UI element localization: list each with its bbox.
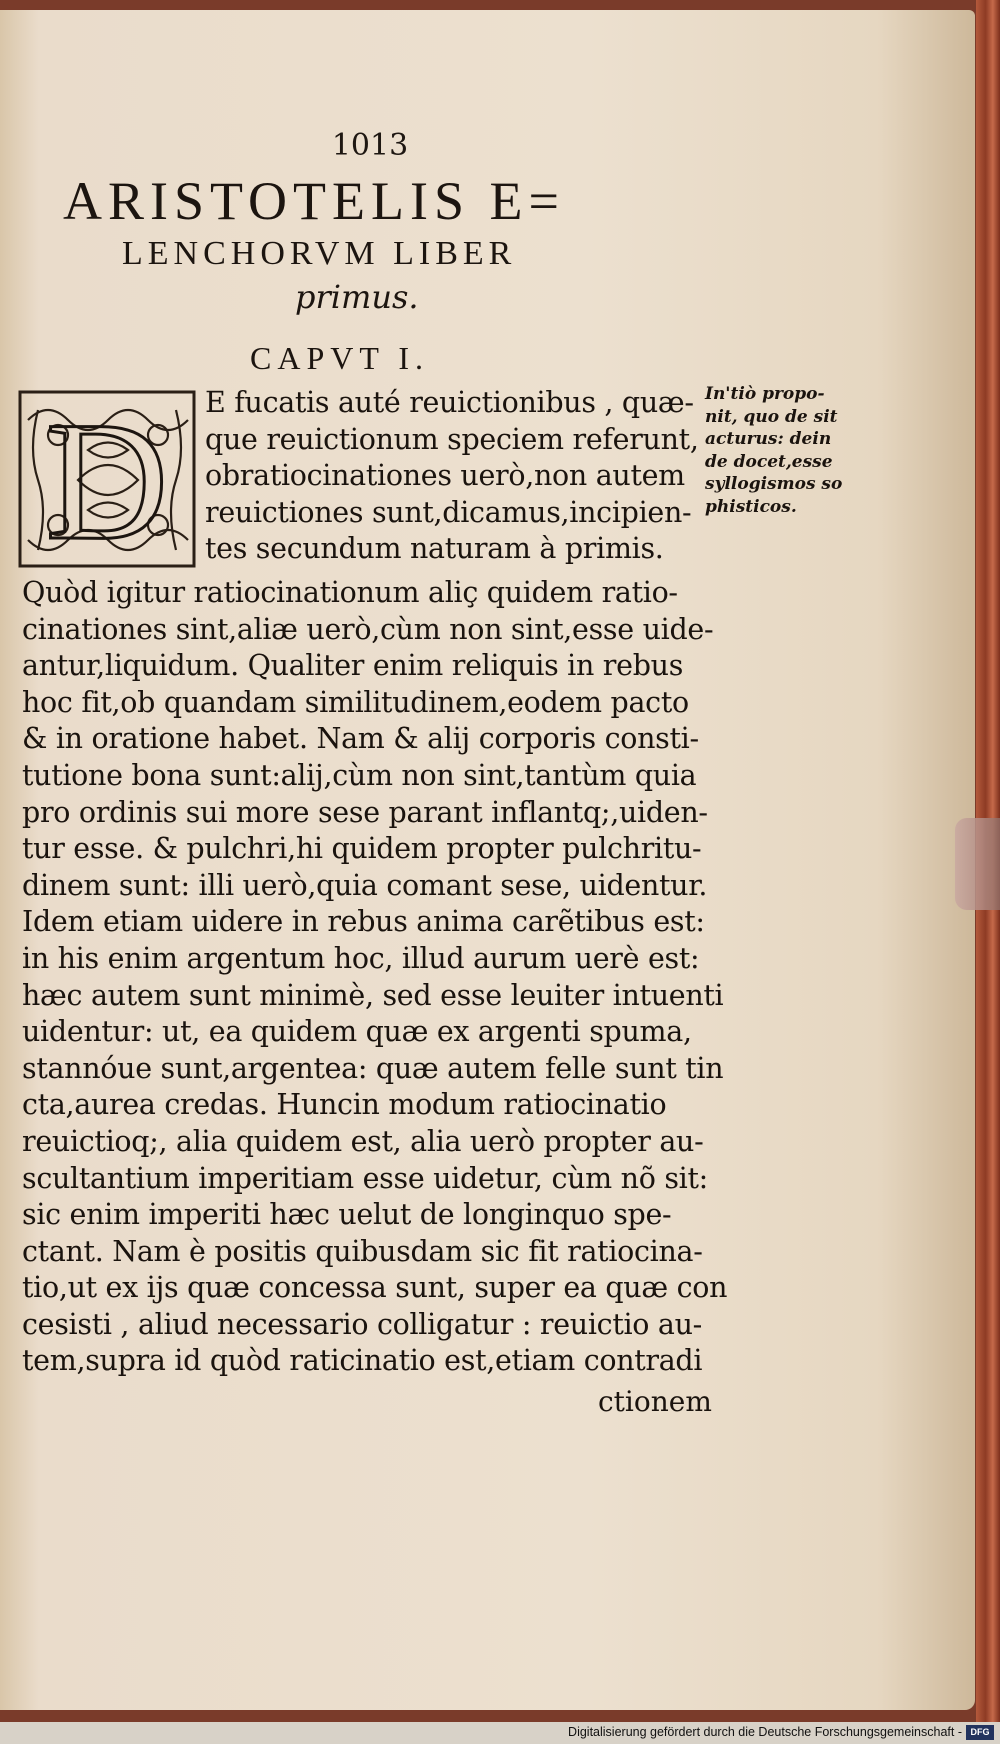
marginal-line: de docet,esse	[705, 451, 833, 472]
body-line: uidentur: ut, ea quidem quæ ex argenti spuma,	[22, 1015, 692, 1049]
body-line: stannóue sunt,argentea: quæ autem felle sunt tin	[22, 1051, 724, 1085]
initial-letter: D	[45, 390, 169, 568]
body-line: Quòd igitur ratiocinationum aliç quidem ratio-	[22, 576, 678, 609]
body-line: tutione bona sunt:alij,cùm non sint,tantùm quia	[22, 758, 697, 792]
bookmark-ribbon	[955, 818, 1000, 910]
body-line: reuictioq;, alia quidem est, alia uerò propter au-	[22, 1124, 704, 1158]
body-text	[22, 575, 728, 1380]
marginal-line: acturus: dein	[705, 429, 832, 449]
intro-line: E fucatis auté reuictionibus , quæ-	[205, 386, 694, 419]
body-line: tio,ut ex ijs quæ concessa sunt, super ea quæ con	[22, 1271, 728, 1305]
body-line: hoc fit,ob quandam similitudinem,eodem pacto	[22, 685, 689, 719]
decorated-initial-d	[18, 390, 196, 568]
body-line: dinem sunt: illi uerò,quia comant sese, uidentur.	[22, 868, 708, 902]
marginal-line: In'tiò propo-	[705, 384, 825, 404]
body-line: cta,aurea credas. Huncin modum ratiocinatio	[22, 1088, 667, 1122]
body-line: tur esse. & pulchri,hi quidem propter pulchritu-	[22, 832, 702, 866]
body-line: cesisti , aliud necessario colligatur : reuictio au-	[22, 1307, 703, 1341]
body-line: hæc autem sunt minimè, sed esse leuiter intuenti	[22, 978, 724, 1012]
catchword: ctionem	[598, 1385, 712, 1418]
intro-line: tes secundum naturam à primis.	[205, 532, 664, 566]
dfg-logo: DFG	[966, 1725, 994, 1740]
body-line: antur,liquidum. Qualiter enim reliquis in rebus	[22, 649, 684, 683]
body-line: scultantium imperitiam esse uidetur, cùm nõ sit:	[22, 1161, 708, 1195]
intro-line: reuictiones sunt,dicamus,incipien-	[205, 495, 692, 529]
intro-line: que reuictionum speciem referunt,	[205, 422, 699, 456]
body-line: cinationes sint,aliæ uerò,cùm non sint,esse uide-	[22, 612, 714, 646]
body-line: sic enim imperiti hæc uelut de longinquo spe-	[22, 1198, 672, 1232]
marginal-note	[705, 383, 855, 518]
body-line: ctant. Nam è positis quibusdam sic fit ratiocina-	[22, 1234, 703, 1268]
title-line-3: primus.	[295, 278, 419, 316]
marginal-line: phisticos.	[705, 496, 797, 517]
intro-lines	[205, 385, 705, 568]
body-line: Idem etiam uidere in rebus anima carẽtibus est:	[22, 905, 705, 939]
body-line: tem,supra id quòd raticinatio est,etiam contradi	[22, 1344, 703, 1378]
funding-credit: Digitalisierung gefördert durch die Deutsche Forschungsgemeinschaft -	[568, 1725, 962, 1739]
body-line: in his enim argentum hoc, illud aurum uerè est:	[22, 941, 700, 975]
title-line-1: ARISTOTELIS E=	[63, 171, 565, 231]
marginal-line: syllogismos so	[705, 474, 843, 494]
chapter-heading: CAPVT I.	[250, 340, 429, 376]
marginal-line: nit, quo de sit	[705, 406, 838, 427]
body-line: pro ordinis sui more sese parant inflantq;,uiden-	[22, 795, 708, 829]
intro-line: obratiocinationes uerò,non autem	[205, 459, 685, 493]
body-line: & in oratione habet. Nam & alij corporis consti-	[22, 722, 699, 756]
footer-bar	[0, 1722, 1000, 1744]
title-line-2: LENCHORVM LIBER	[122, 235, 517, 272]
page-number: 1013	[331, 128, 409, 163]
